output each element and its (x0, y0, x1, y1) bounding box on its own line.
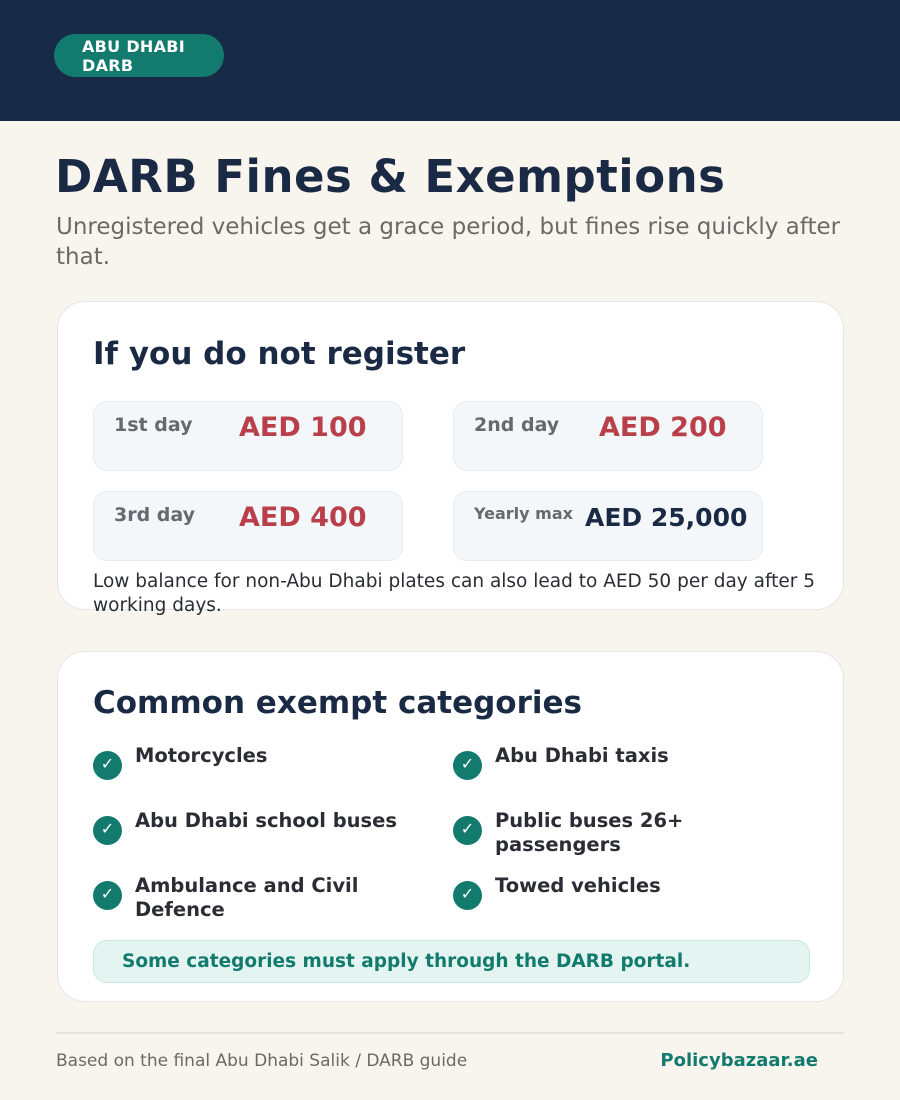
exempt-label: Abu Dhabi taxis (495, 744, 669, 767)
check-icon: ✓ (93, 816, 122, 845)
exempt-label: Abu Dhabi school buses (135, 809, 397, 832)
fine-label: 3rd day (114, 504, 196, 526)
fine-label: 2nd day (474, 414, 560, 436)
check-icon: ✓ (453, 816, 482, 845)
fine-box-yearly-max (453, 491, 763, 561)
low-balance-note: Low balance for non-Abu Dhabi plates can also lead to AED 50 per day after 5 working days. (93, 571, 816, 616)
fine-box-day-1 (93, 401, 403, 471)
exempt-card-title: Common exempt categories (93, 685, 582, 721)
fines-card (57, 301, 844, 616)
footer-divider (56, 1032, 844, 1034)
fine-label: 1st day (114, 414, 193, 436)
exempt-label: Ambulance and Civil Defence (135, 874, 359, 921)
check-icon: ✓ (453, 751, 482, 780)
brand-badge: ABU DHABI DARB (54, 34, 224, 77)
top-banner (0, 0, 900, 121)
exempt-card (57, 651, 844, 1002)
page-subtitle: Unregistered vehicles get a grace period, but fines rise quickly after that. (56, 214, 841, 270)
fine-amount: AED 400 (239, 502, 367, 533)
footer-brand: Policybazaar.ae (660, 1050, 818, 1071)
fines-card-title: If you do not register (93, 336, 466, 372)
exempt-label: Towed vehicles (495, 874, 661, 897)
fine-box-day-2 (453, 401, 763, 471)
fine-amount: AED 200 (599, 412, 727, 443)
check-icon: ✓ (93, 881, 122, 910)
fine-amount: AED 100 (239, 412, 367, 443)
fine-label: Yearly max (474, 504, 573, 523)
check-icon: ✓ (93, 751, 122, 780)
check-icon: ✓ (453, 881, 482, 910)
footer-source: Based on the final Abu Dhabi Salik / DARB guide (56, 1051, 468, 1071)
fine-box-day-3 (93, 491, 403, 561)
exempt-label: Motorcycles (135, 744, 268, 767)
exempt-label: Public buses 26+ passengers (495, 809, 684, 856)
fine-amount: AED 25,000 (585, 503, 748, 532)
portal-note: Some categories must apply through the DARB portal. (93, 940, 810, 983)
page-title: DARB Fines & Exemptions (55, 150, 726, 203)
